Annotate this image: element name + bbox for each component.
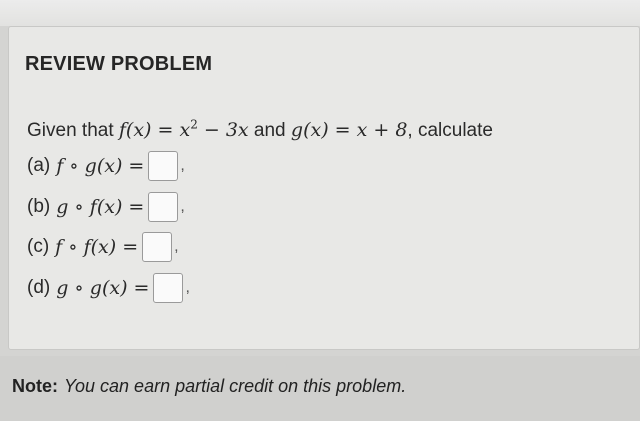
part-a-label: (a) [27, 155, 51, 176]
part-a-expression: f ∘ g(x) = [56, 155, 145, 177]
part-a [27, 149, 185, 183]
partial-credit-note [12, 376, 406, 397]
part-b-answer-input[interactable] [148, 192, 178, 222]
part-c-expression: f ∘ f(x) = [55, 236, 139, 258]
part-b [27, 190, 185, 224]
note-panel [0, 356, 640, 421]
part-c [27, 230, 179, 264]
and-text: and [253, 120, 286, 141]
note-text: You can earn partial credit on this problem. [64, 376, 407, 396]
part-d-label: (d) [27, 277, 51, 298]
part-c-label: (c) [27, 236, 50, 257]
part-d-expression: g ∘ g(x) = [56, 277, 150, 299]
part-d-answer-input[interactable] [153, 273, 183, 303]
top-strip [0, 0, 640, 26]
part-c-answer-input[interactable] [142, 232, 172, 262]
part-d [27, 271, 190, 305]
g-definition: g(x) = x + 8 [290, 119, 408, 141]
part-c-separator: , [174, 238, 179, 255]
part-b-label: (b) [27, 196, 51, 217]
calculate-text: , calculate [407, 120, 493, 141]
page-title: REVIEW PROBLEM [25, 53, 213, 75]
part-a-separator: , [180, 157, 185, 174]
f-definition-rest: − 3x [197, 119, 249, 141]
part-d-separator: , [185, 279, 190, 296]
f-definition-exponent: 2 [190, 117, 198, 132]
part-b-expression: g ∘ f(x) = [56, 196, 145, 218]
intro-text: Given that [27, 120, 114, 141]
problem-panel [8, 26, 640, 350]
f-definition-base: f(x) = x [118, 119, 191, 141]
note-label: Note: [12, 376, 58, 396]
problem-statement [27, 119, 493, 142]
f-definition [119, 119, 249, 141]
part-a-answer-input[interactable] [148, 151, 178, 181]
part-b-separator: , [180, 198, 185, 215]
